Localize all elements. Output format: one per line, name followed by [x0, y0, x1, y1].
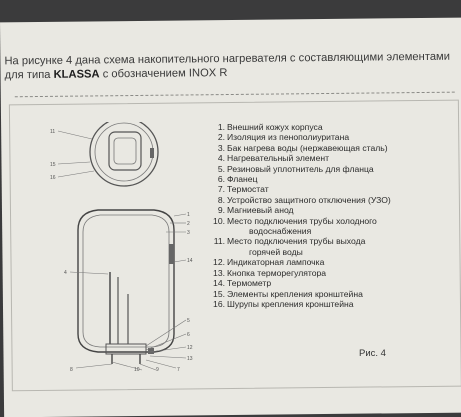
legend-item: 1. Внешний кожух корпуса [217, 122, 323, 132]
dashed-divider [15, 92, 455, 98]
top-view [50, 122, 158, 186]
legend-item: 6. Фланец [217, 174, 258, 185]
label-3: 3 [187, 230, 190, 236]
side-view [64, 210, 193, 372]
legend-item: 8. Устройство защитного отключения (УЗО) [217, 194, 391, 205]
outer-casing [78, 210, 174, 352]
label-1: 1 [187, 212, 190, 218]
inner-tank [83, 215, 169, 347]
parts-legend [206, 122, 452, 309]
label-15: 15 [50, 162, 56, 168]
top-view-fixing [150, 148, 154, 158]
legend-item: 7. Термостат [217, 184, 269, 195]
legend-item: 14. Термометр [213, 278, 272, 289]
label-11: 11 [50, 129, 56, 135]
leader-1 [174, 214, 186, 216]
intro-line-2-prefix: для типа [4, 68, 51, 82]
label-8: 8 [70, 367, 73, 372]
label-12: 12 [187, 345, 193, 351]
intro-text [4, 50, 459, 83]
legend-item: 15. Элементы крепления кронштейна [213, 288, 363, 299]
leader-4 [70, 272, 108, 274]
legend-item: 3. Бак нагрева воды (нержавеющая сталь) [217, 142, 388, 153]
thermometer [169, 244, 174, 264]
intro-line-2-suffix: с обозначением INOX R [102, 67, 228, 81]
legend-item: 11. Место подключения трубы выхода горячей воды [213, 236, 366, 257]
legend-item: 2. Изоляция из пенополиуритана [217, 132, 350, 143]
leader-14 [174, 260, 186, 262]
legend-item: 16. Шурупы крепления кронштейна [213, 298, 354, 309]
label-13: 13 [187, 356, 193, 362]
label-4: 4 [64, 270, 67, 276]
legend-item: 5. Резиновый уплотнитель для фланца [217, 163, 374, 174]
leader-8 [76, 364, 112, 368]
label-5: 5 [187, 318, 190, 324]
bracket-inner [114, 138, 136, 164]
heater-diagram [46, 122, 196, 372]
legend-item: 9. Магниевый анод [217, 205, 294, 216]
leader-13 [150, 356, 186, 358]
brand-name: KLASSA [53, 68, 100, 81]
label-9: 9 [156, 367, 159, 372]
legend-item: 10. Место подключения трубы холодного водоснабжения [213, 215, 377, 237]
leader-7 [146, 360, 176, 368]
leader-16 [58, 171, 94, 177]
leader-9 [140, 364, 156, 370]
leader-11 [58, 131, 92, 139]
figure-caption: Рис. 4 [359, 348, 386, 359]
label-14: 14 [187, 258, 193, 264]
label-16: 16 [50, 175, 56, 181]
label-7: 7 [177, 367, 180, 372]
legend-item: 13. Кнопка терморегулятора [213, 267, 327, 278]
label-10: 10 [134, 367, 140, 372]
legend-item: 4. Нагревательный элемент [217, 153, 330, 164]
intro-line-1: На рисунке 4 дана схема накопительного нагревателя с составляющими элементами [4, 50, 451, 68]
leader-15 [58, 162, 90, 164]
label-6: 6 [187, 332, 190, 338]
legend-item: 12. Индикаторная лампочка [213, 257, 325, 268]
label-2: 2 [187, 221, 190, 227]
